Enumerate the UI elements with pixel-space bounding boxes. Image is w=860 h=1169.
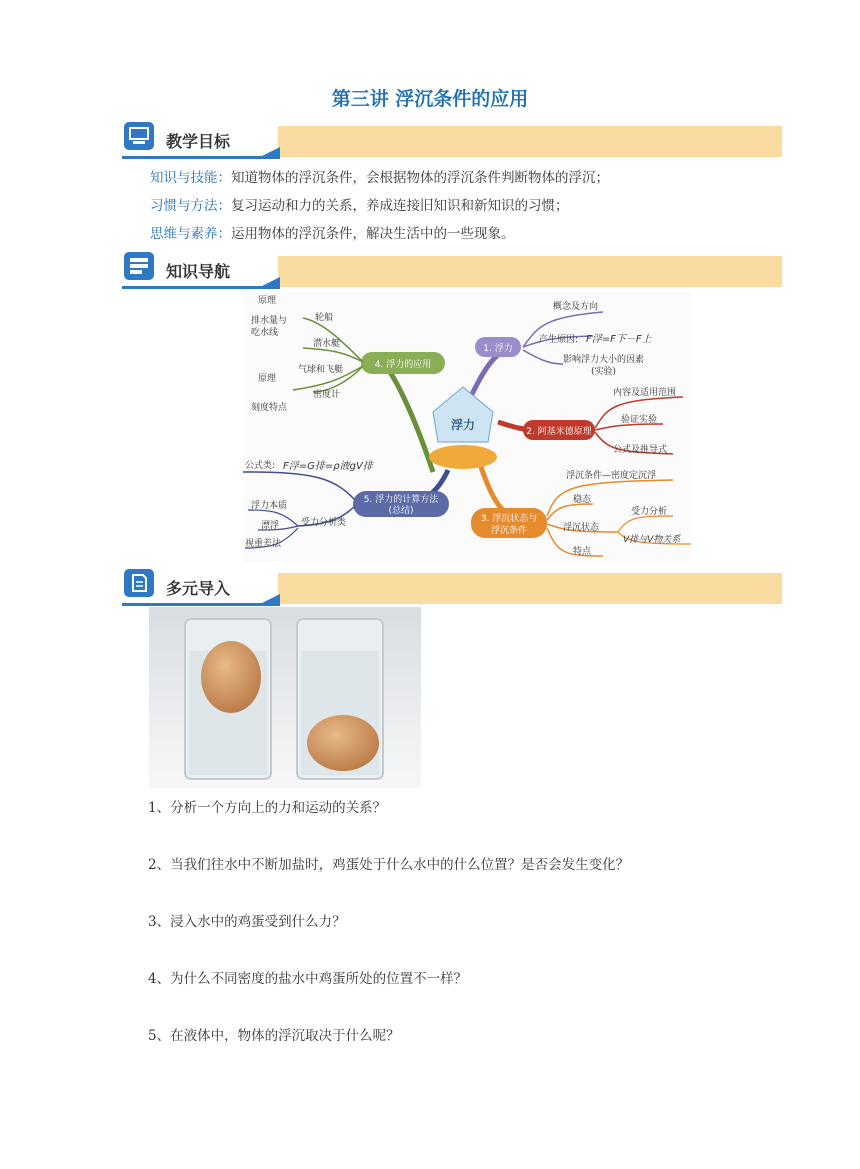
header-tab: [122, 256, 278, 289]
section-title: 知识导航: [166, 262, 231, 281]
branch-1-label: 1. 浮力: [483, 344, 513, 354]
header-tab: [122, 573, 278, 606]
header-bar: [272, 256, 782, 287]
section-header-goals: [122, 126, 782, 160]
question: 2、当我们往水中不断加盐时，鸡蛋处于什么水中的什么位置？是否会发生变化？: [148, 857, 630, 873]
b4-item: 吃水线: [251, 328, 279, 338]
goal-text: 运用物体的浮沉条件，解决生活中的一些现象。: [231, 226, 515, 242]
goal-line: [150, 222, 515, 242]
mind-map: [243, 292, 691, 562]
header-tab: [122, 126, 278, 159]
b1-item: 影响浮力大小的因素: [563, 355, 645, 365]
section-title: 教学目标: [166, 132, 231, 151]
branch-2-label: 2. 阿基米德原理: [526, 427, 592, 437]
goal-text: 复习运动和力的关系，养成连接旧知识和新知识的习惯；: [231, 198, 569, 214]
b3-item: 稳态: [573, 495, 592, 505]
navigation-icon: [124, 252, 154, 280]
b3-item: 浮沉条件—密度定沉浮: [566, 471, 657, 481]
question: 5、在液体中，物体的浮沉取决于什么呢？: [148, 1028, 400, 1044]
branch-3-label-2: 浮沉条件: [490, 526, 528, 536]
b3-item: V排与V物关系: [623, 535, 681, 545]
b1-item: (实验): [591, 367, 617, 377]
section-title: 多元导入: [166, 579, 231, 598]
b4-item: 原理: [258, 296, 277, 306]
question: 1、分析一个方向上的力和运动的关系？: [148, 800, 387, 816]
b1-item: 概念及方向: [553, 302, 599, 312]
b3-item: 受力分析: [631, 507, 668, 517]
b5-item: 视重差法: [245, 539, 282, 549]
b2-item: 公式及推导式: [613, 445, 668, 455]
b5-item: 受力分析类: [301, 518, 347, 528]
b4-item: 排水量与: [251, 316, 288, 326]
goal-key: 思维与素养：: [150, 226, 231, 242]
teaching-icon: [124, 122, 154, 150]
b5-item: F浮=G排=ρ液gV排: [283, 461, 373, 472]
b1-item: 产生原因:: [539, 335, 579, 345]
page-title: 第三讲 浮沉条件的应用: [331, 88, 529, 110]
b3-item: 特点: [573, 547, 592, 557]
b4-item: 密度计: [313, 390, 341, 400]
b3-item: 浮沉状态: [563, 523, 600, 533]
b4-item: 潜水艇: [313, 339, 341, 349]
center-label: 浮力: [450, 418, 476, 432]
b1-item: F浮=F下－F上: [586, 334, 652, 345]
branch-3-label: 3. 浮沉状态与: [480, 514, 538, 524]
b4-item: 气球和飞艇: [298, 365, 344, 375]
b2-item: 验证实验: [621, 415, 658, 425]
b4-item: 原理: [258, 374, 277, 384]
egg-glasses-photo: [149, 607, 421, 788]
ship-hull: [429, 445, 497, 469]
goal-line: [150, 166, 609, 186]
goal-line: [150, 194, 569, 214]
b4-item: 轮船: [315, 313, 334, 323]
b2-item: 内容及适用范围: [613, 388, 677, 398]
document-icon: [124, 569, 154, 597]
b5-item: 公式类:: [245, 461, 276, 471]
branch-5-label-2: (总结): [388, 506, 414, 516]
section-header-nav: [122, 256, 782, 290]
floating-egg: [201, 641, 261, 713]
question: 3、浸入水中的鸡蛋受到什么力？: [148, 914, 346, 930]
branch-4-label: 4. 浮力的应用: [374, 360, 432, 370]
b4-item: 刻度特点: [251, 403, 288, 413]
section-header-intro: [122, 573, 782, 607]
goal-key: 习惯与方法：: [150, 198, 231, 214]
branch-5-label: 5. 浮力的计算方法: [363, 495, 439, 505]
sunk-egg: [307, 715, 379, 771]
question: 4、为什么不同密度的盐水中鸡蛋所处的位置不一样？: [148, 971, 468, 987]
goal-text: 知道物体的浮沉条件，会根据物体的浮沉条件判断物体的浮沉；: [231, 170, 609, 186]
b5-item: 浮力本质: [251, 501, 288, 511]
header-bar: [272, 573, 782, 604]
b5-item: 漂浮: [261, 521, 280, 531]
goal-key: 知识与技能：: [150, 170, 231, 186]
header-bar: [272, 126, 782, 157]
